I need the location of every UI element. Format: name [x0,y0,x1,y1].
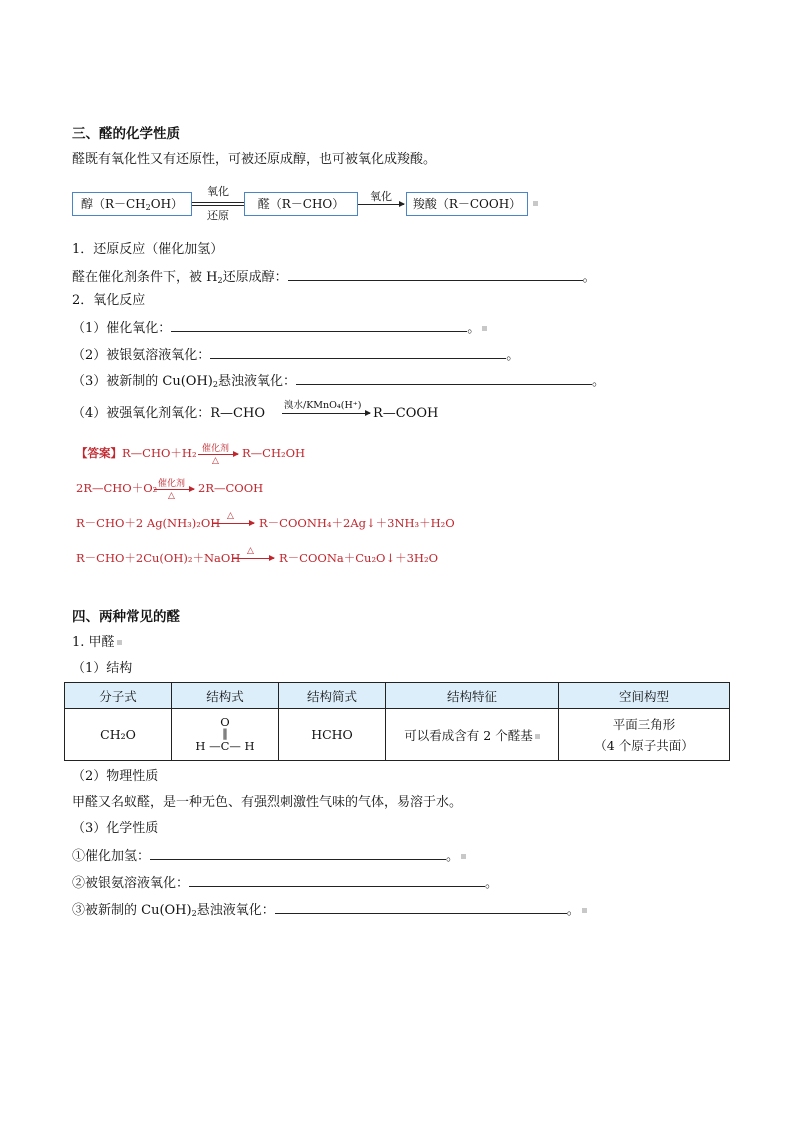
reduction-text-sub: 2 [217,276,223,285]
cell-feature [386,709,559,761]
table-header: 分子式 [65,683,172,709]
table-header: 结构简式 [279,683,386,709]
chemical-3-label-sub: 2 [191,909,197,918]
period: 。 [506,348,520,363]
answer-eq3-right: R－COONH₄＋2Ag↓＋3NH₃＋H₂O [259,516,455,530]
arrow1-line-top [192,202,244,203]
physical-title: （2）物理性质 [72,769,159,784]
oxidation-4-product: R—COOH [373,406,439,421]
oxidation-2 [72,344,519,366]
section-intro: 醛既有氧化性又有还原性，可被还原成醇，也可被氧化成羧酸。 [72,152,437,167]
acid-box: 羧酸（R－COOH） [406,192,528,216]
oxidation-4-condition: 溴水/KMnO₄(H⁺) [284,400,362,411]
oxidation-title: 2．氧化反应 [72,293,146,308]
answer-eq1-heat: △ [212,456,219,466]
chemical-1 [72,845,466,867]
period: 。 [485,876,499,891]
answer-eq2-arrow [154,489,194,490]
period: 。 [467,321,481,336]
alcohol-label-b: OH） [150,197,184,211]
answer-eq2-right: 2R—COOH [198,481,264,495]
reduction-text-a: 醛在催化剂条件下，被 H [72,270,218,285]
answer-eq1-right: R—CH₂OH [242,446,306,460]
reduction-title: 1．还原反应（催化加氢） [72,242,224,257]
table-header-row [65,683,730,709]
arrow2-top-label: 氧化 [370,190,392,203]
answer-blank[interactable] [275,899,567,914]
oxidation-3-label-a: （3）被新制的 Cu(OH) [72,374,213,389]
answer-blank[interactable] [171,317,467,332]
shape-line-1: 平面三角形 [612,716,676,732]
oxidation-2-label: （2）被银氨溶液氧化： [72,348,211,363]
edit-mark [582,908,587,913]
structure-main-row: H —C— H [195,739,255,753]
cell-formula: CH₂O [65,709,172,761]
formaldehyde-title-text: 1. 甲醛 [72,635,115,650]
chemical-3 [72,899,587,921]
answer-blank[interactable] [296,370,592,385]
answer-eq2-cond: 催化剂 [158,479,186,489]
answer-eq1-left [76,445,197,461]
reduction-text [72,266,596,288]
edit-mark [533,201,538,206]
oxidation-3-label-sub: 2 [212,380,218,389]
alcohol-box [72,192,192,216]
answer-eq4-heat: △ [247,546,254,556]
oxidation-4-arrow [282,413,370,414]
cell-shape [559,709,730,761]
chemical-title: （3）化学性质 [72,821,159,836]
arrow2-line [358,204,404,205]
chemical-3-label-b: 悬浊液氧化： [196,903,275,918]
aldehyde-box: 醛（R－CHO） [244,192,358,216]
answer-eq2-heat: △ [168,491,175,501]
oxidation-3 [72,370,605,392]
section-heading-4: 四、两种常见的醛 [72,609,180,625]
answer-eq3-heat: △ [227,511,234,521]
oxidation-3-label-b: 悬浊液氧化： [217,374,296,389]
answer-tag: 【答案】 [76,446,122,460]
arrow1-top-label: 氧化 [207,185,229,198]
edit-mark [535,734,540,739]
structure-table [64,682,730,761]
answer-eq1-cond: 催化剂 [202,444,230,454]
edit-mark [117,640,122,645]
chemical-2-label: ②被银氨溶液氧化： [72,876,190,891]
answer-blank[interactable] [210,344,506,359]
answer-eq3-left: R－CHO＋2 Ag(NH₃)₂OH [76,516,221,530]
oxidation-1-label: （1）催化氧化： [72,321,172,336]
section-heading-3: 三、醛的化学性质 [72,126,180,142]
oxidation-1 [72,317,487,339]
period: 。 [566,903,580,918]
arrow1-bottom-label: 还原 [207,209,229,222]
answer-blank[interactable] [288,266,583,281]
answer-eq1-arrow [198,454,238,455]
answer-blank[interactable] [189,872,485,887]
answer-eq4-left: R－CHO＋2Cu(OH)₂＋NaOH [76,551,241,565]
chemical-3-label-a: ③被新制的 Cu(OH) [72,903,192,918]
answer-eq2-left: 2R—CHO＋O₂ [76,481,158,495]
structure-oxygen: O [220,715,230,729]
cell-simple-formula: HCHO [279,709,386,761]
period: 。 [446,849,460,864]
answer-eq4-right: R－COONa＋Cu₂O↓＋3H₂O [279,551,438,565]
structure-double-bond: ‖ [222,726,228,740]
chemical-1-label: ①催化加氢： [72,849,151,864]
alcohol-label-a: 醇（R－CH [80,197,146,211]
edit-mark [461,854,466,859]
shape-line-2: （4 个原子共面） [594,737,694,753]
answer-blank[interactable] [150,845,446,860]
oxidation-4: （4）被强氧化剂氧化：R—CHO [72,406,266,421]
arrow1-line-bottom [192,205,244,206]
physical-text: 甲醛又名蚁醛，是一种无色、有强烈刺激性气味的气体，易溶于水。 [72,795,463,810]
answer-eq4-arrow [232,558,274,559]
table-header: 结构特征 [386,683,559,709]
formaldehyde-title [72,633,122,653]
table-row [65,709,730,761]
feature-text: 可以看成含有 2 个醛基 [404,727,533,743]
answer-eq3-arrow [212,523,254,524]
edit-mark [482,326,487,331]
period: 。 [582,270,596,285]
period: 。 [591,374,605,389]
alcohol-label-sub: 2 [145,203,151,212]
structure-title: （1）结构 [72,661,133,676]
answer-eq1-reactants: R—CHO＋H₂ [122,446,197,460]
cell-structure [172,709,279,761]
table-header: 空间构型 [559,683,730,709]
chemical-2 [72,872,498,894]
table-header: 结构式 [172,683,279,709]
reduction-text-b: 还原成醇： [222,270,288,285]
